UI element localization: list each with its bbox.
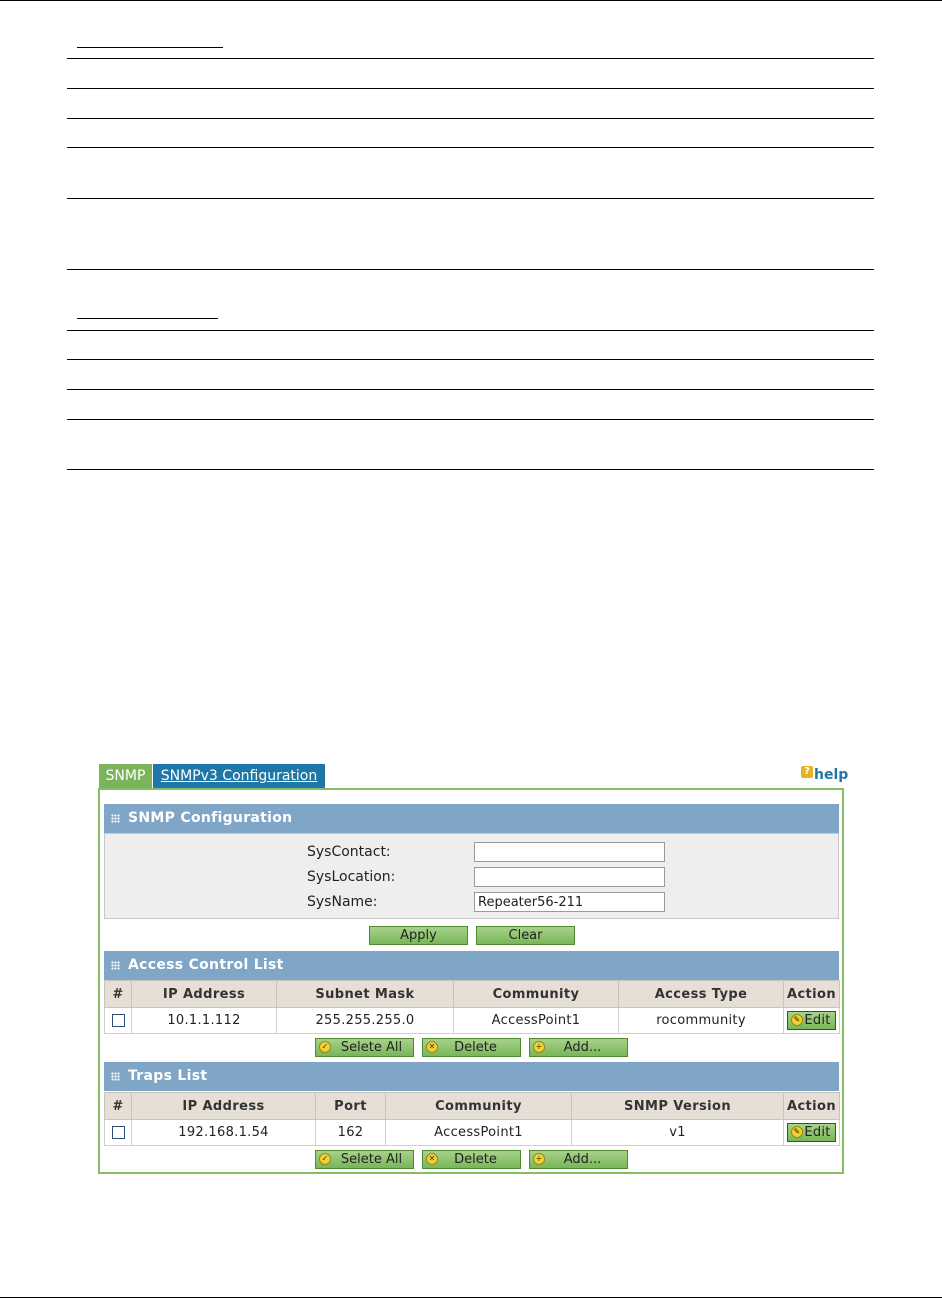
syslocation-input[interactable] (474, 867, 665, 887)
edit-button[interactable] (787, 1123, 836, 1142)
row-checkbox[interactable] (112, 1014, 125, 1027)
section-title: Traps List (128, 1068, 208, 1084)
heading-underline (77, 318, 218, 319)
sysname-label: SysName: (307, 894, 378, 910)
delete-icon: ✕ (426, 1153, 438, 1165)
edit-label: Edit (804, 1125, 831, 1140)
section-title: SNMP Configuration (128, 810, 293, 826)
subnet-mask-cell: 255.255.255.0 (277, 1008, 454, 1034)
traps-select-all-button[interactable] (315, 1150, 414, 1169)
traps-delete-button[interactable] (422, 1150, 521, 1169)
snmp-config-form (104, 833, 839, 919)
column-header: Subnet Mask (277, 981, 454, 1008)
column-header: SNMP Version (572, 1093, 784, 1120)
acl-delete-button[interactable] (422, 1038, 521, 1057)
column-header: IP Address (132, 981, 277, 1008)
community-cell: AccessPoint1 (454, 1008, 619, 1034)
table-rule (67, 88, 874, 89)
delete-icon: ✕ (426, 1041, 438, 1053)
select-all-label: Selete All (340, 1040, 403, 1055)
clear-button[interactable]: Clear (476, 926, 575, 945)
column-header: Action (784, 1093, 840, 1120)
acl-select-all-button[interactable] (315, 1038, 414, 1057)
snmp-version-cell: v1 (572, 1120, 784, 1146)
snmp-configuration-header (104, 804, 839, 833)
port-cell: 162 (316, 1120, 386, 1146)
column-header: # (105, 1093, 132, 1120)
pencil-icon: ✎ (791, 1126, 803, 1138)
table-rule (67, 330, 874, 331)
grip-icon (111, 1072, 120, 1081)
heading-underline (77, 47, 223, 48)
syscontact-input[interactable] (474, 842, 665, 862)
help-link[interactable] (801, 766, 848, 784)
add-label: Add... (563, 1040, 602, 1055)
help-icon: ? (801, 766, 813, 778)
column-header: Action (784, 981, 840, 1008)
ip-address-cell: 10.1.1.112 (132, 1008, 277, 1034)
check-icon: ✓ (319, 1153, 331, 1165)
add-label: Add... (563, 1152, 602, 1167)
syslocation-label: SysLocation: (307, 869, 396, 885)
table-rule (67, 359, 874, 360)
table-header-row (105, 1093, 840, 1120)
table-row (105, 1120, 840, 1146)
table-rule (67, 269, 874, 270)
table-rule (67, 58, 874, 59)
table-header-row (105, 981, 840, 1008)
edit-label: Edit (804, 1013, 831, 1028)
column-header: Access Type (619, 981, 784, 1008)
help-label: help (814, 767, 849, 783)
ip-address-cell: 192.168.1.54 (132, 1120, 316, 1146)
table-rule (67, 469, 874, 470)
apply-button[interactable]: Apply (369, 926, 468, 945)
community-cell: AccessPoint1 (386, 1120, 572, 1146)
access-control-list-header (104, 951, 839, 980)
traps-list-header (104, 1062, 839, 1091)
add-icon: + (533, 1041, 545, 1053)
column-header: Community (386, 1093, 572, 1120)
column-header: # (105, 981, 132, 1008)
grip-icon (111, 814, 120, 823)
tab-snmp[interactable]: SNMP (99, 764, 152, 788)
tab-snmpv3-configuration[interactable]: SNMPv3 Configuration (153, 764, 325, 788)
table-rule (67, 198, 874, 199)
section-title: Access Control List (128, 957, 284, 973)
add-icon: + (533, 1153, 545, 1165)
access-control-table (104, 980, 840, 1034)
column-header: Port (316, 1093, 386, 1120)
delete-label: Delete (454, 1040, 497, 1055)
grip-icon (111, 961, 120, 970)
traps-table (104, 1092, 840, 1146)
access-type-cell: rocommunity (619, 1008, 784, 1034)
column-header: Community (454, 981, 619, 1008)
table-rule (67, 118, 874, 119)
page-top-rule (0, 0, 942, 1)
acl-add-button[interactable] (529, 1038, 628, 1057)
page-bottom-rule (0, 1297, 942, 1298)
table-rule (67, 147, 874, 148)
row-checkbox[interactable] (112, 1126, 125, 1139)
delete-label: Delete (454, 1152, 497, 1167)
pencil-icon: ✎ (791, 1014, 803, 1026)
check-icon: ✓ (319, 1041, 331, 1053)
traps-add-button[interactable] (529, 1150, 628, 1169)
select-all-label: Selete All (340, 1152, 403, 1167)
column-header: IP Address (132, 1093, 316, 1120)
table-rule (67, 419, 874, 420)
syscontact-label: SysContact: (307, 844, 391, 860)
sysname-input[interactable] (474, 892, 665, 912)
edit-button[interactable] (787, 1011, 836, 1030)
table-rule (67, 389, 874, 390)
table-row (105, 1008, 840, 1034)
